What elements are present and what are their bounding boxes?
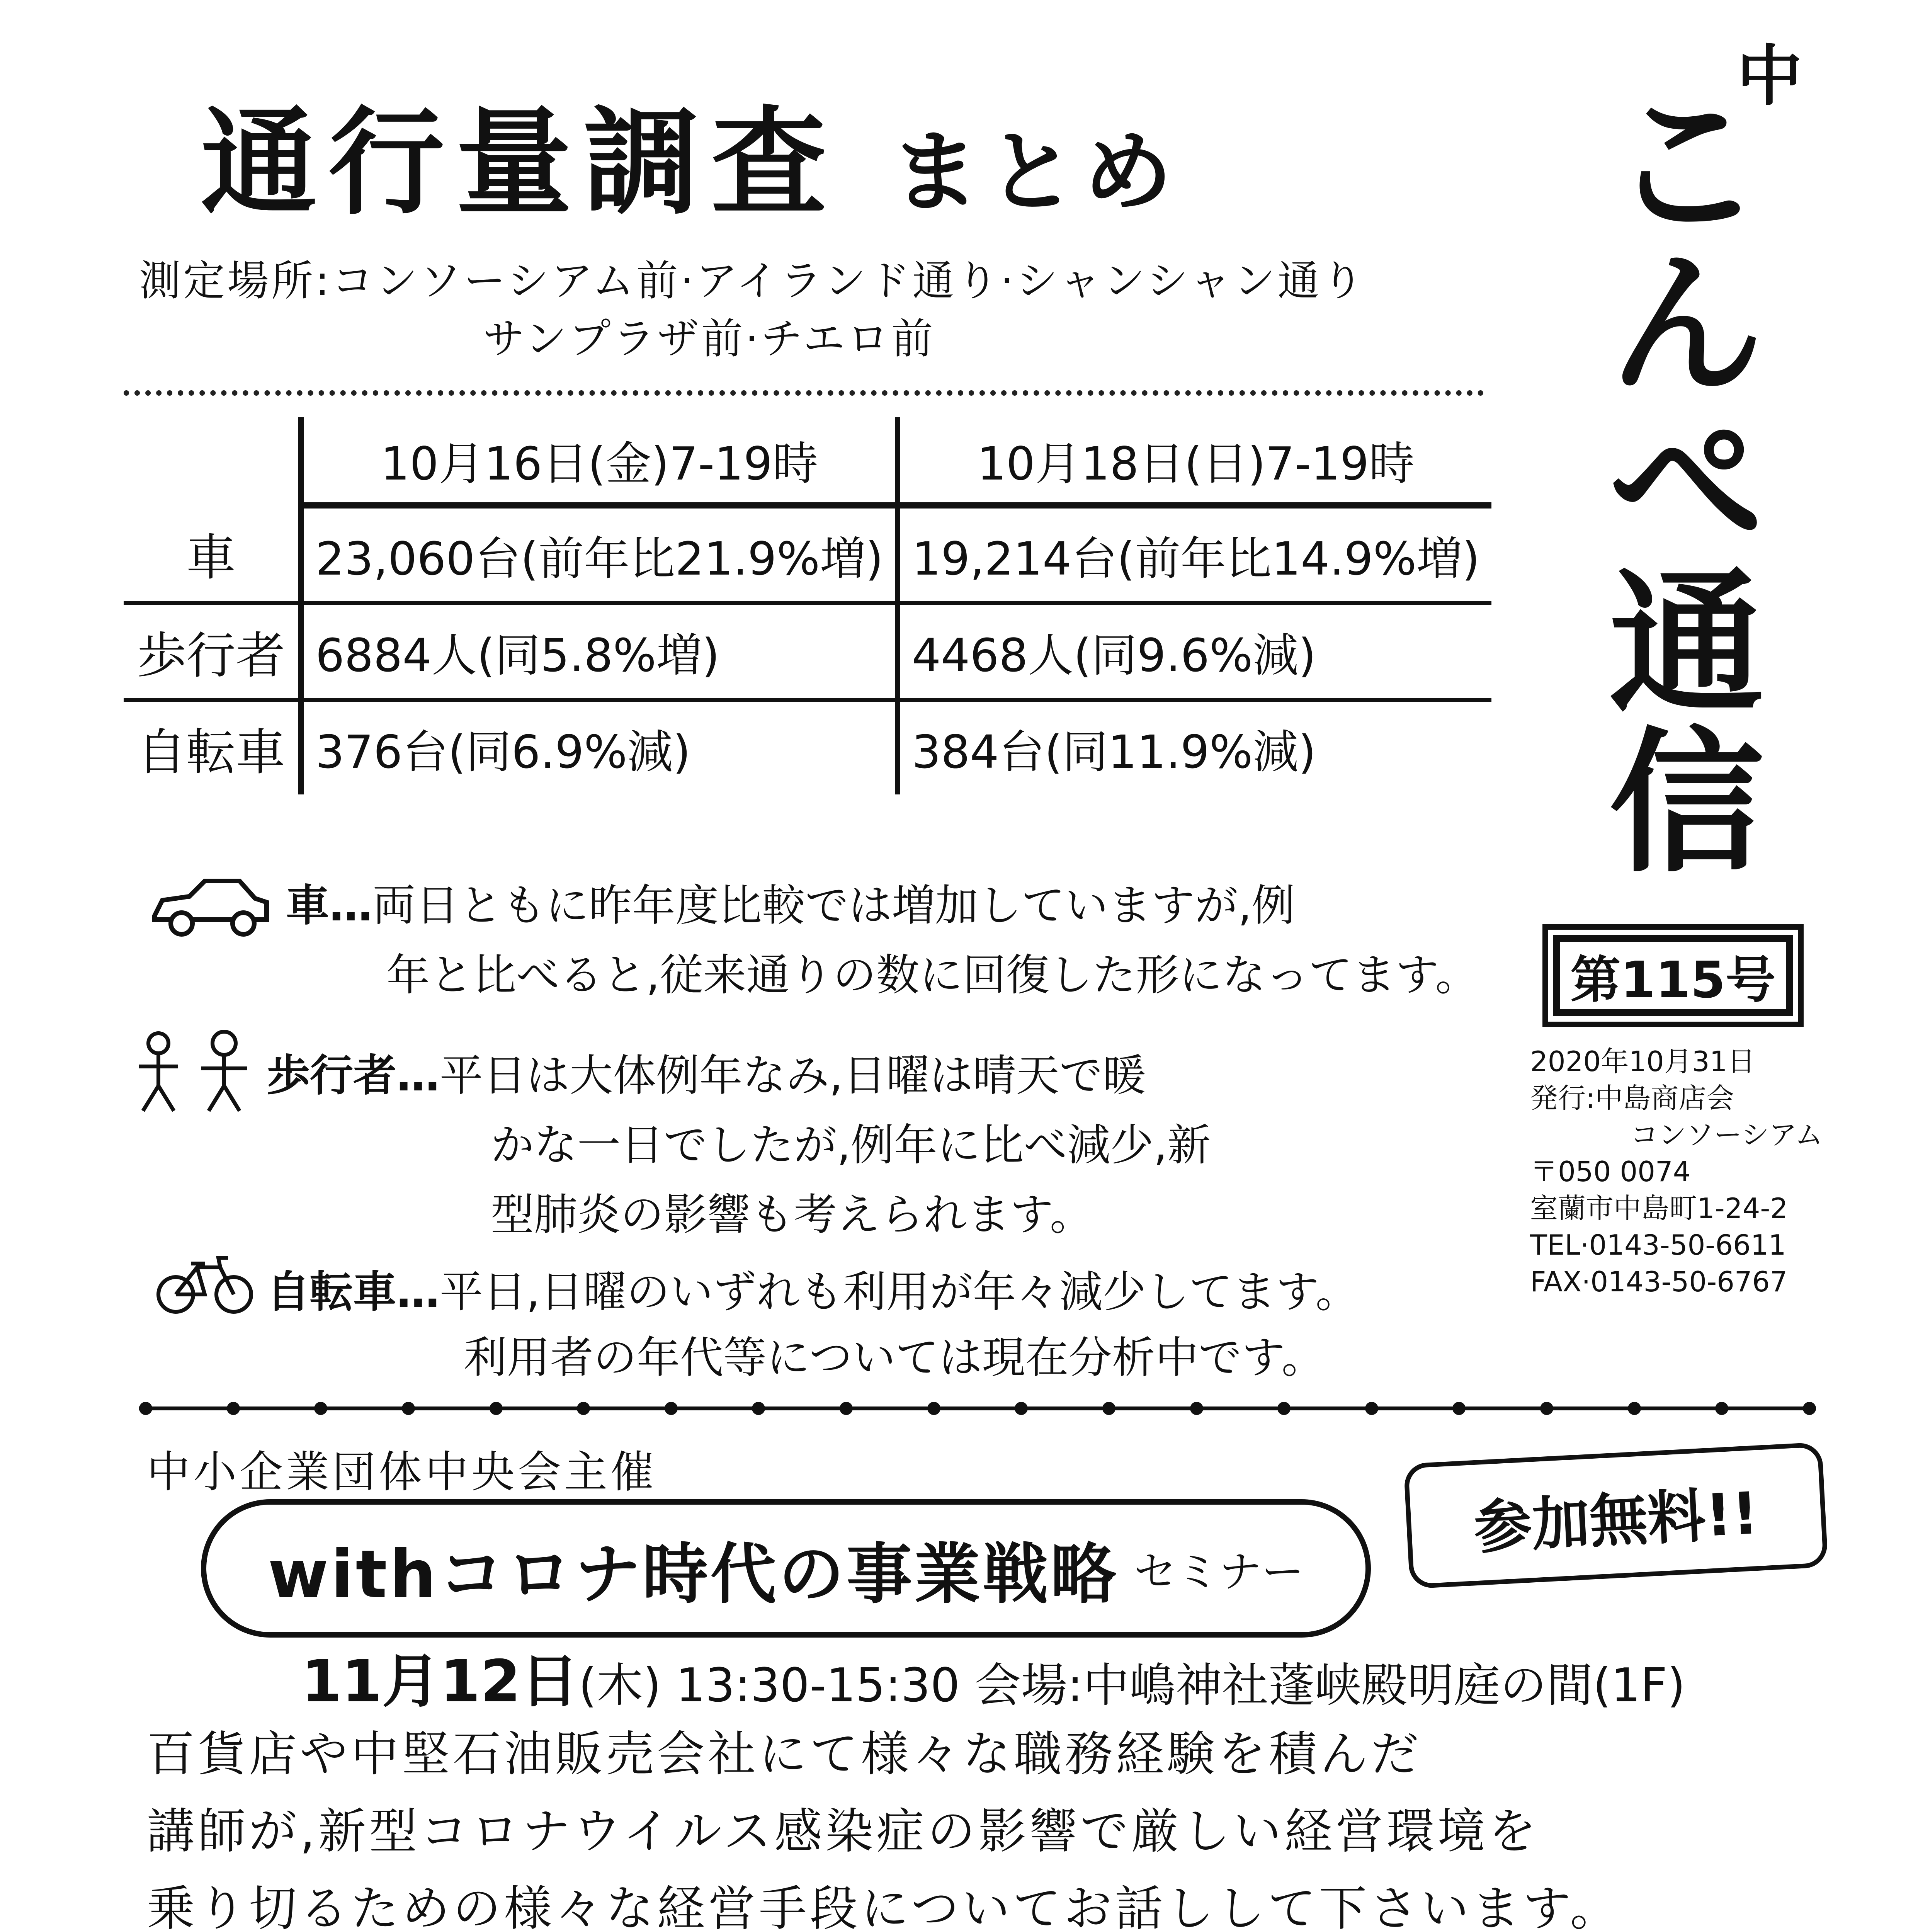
publisher: 発行:中島商店会 — [1530, 1082, 1734, 1115]
table-header-row — [124, 417, 1491, 505]
car-icon — [147, 873, 274, 943]
traffic-title-suffix: まとめ — [890, 121, 1180, 224]
publisher-sub: コンソーシアム — [1631, 1119, 1823, 1151]
table-row — [124, 700, 1491, 794]
row-label: 自転車 — [137, 724, 286, 781]
col-header: 10月16日(金)7-19時 — [301, 417, 898, 505]
publication-info — [1530, 1043, 1862, 1300]
beaded-divider — [139, 1406, 1816, 1410]
seminar-organizer: 中小企業団体中央会主催 — [147, 1447, 657, 1497]
note-bike-line-2: 利用者の年代等については現在分析中です。 — [464, 1333, 1325, 1383]
bicycle-icon — [155, 1252, 255, 1318]
seminar-body-line: 講師が,新型コロナウイルス感染症の影響で厳しい経営環境を — [147, 1804, 1539, 1859]
row-label: 歩行者 — [124, 603, 301, 700]
note-car-line-2: 年と比べると,従来通りの数に回復した形になってます。 — [386, 950, 1479, 1000]
seminar-body-line: 百貨店や中堅石油販売会社にて様々な職務経験を積んだ — [147, 1726, 1422, 1782]
pub-date: 2020年10月31日 — [1530, 1045, 1755, 1078]
postal-code: 〒050 0074 — [1530, 1155, 1691, 1188]
col-header: 10月18日(日)7-19時 — [898, 417, 1491, 505]
address: 室蘭市中島町1-24-2 — [1530, 1192, 1788, 1225]
fax: FAX·0143-50-6767 — [1530, 1265, 1788, 1298]
table-row — [124, 505, 1491, 603]
masthead-char: ん — [1609, 235, 1760, 415]
free-admission-badge: 参加無料!! — [1403, 1442, 1828, 1589]
masthead-char: 通 — [1609, 554, 1760, 734]
note-text: 平日,日曜のいずれも利用が年々減少してます。 — [440, 1267, 1359, 1317]
masthead-char: こ — [1609, 76, 1760, 256]
note-car-line-1 — [286, 873, 1295, 938]
note-walk-label: 歩行者… — [267, 1051, 440, 1101]
note-text: 両日ともに昨年度比較では増加していますが,例 — [372, 881, 1295, 931]
issue-badge: 第115号 — [1553, 935, 1793, 1016]
traffic-table — [124, 417, 1491, 794]
masthead-char: ぺ — [1609, 395, 1760, 575]
traffic-title-main: 通行量調査 — [201, 95, 838, 230]
note-walk-line-3: 型肺炎の影響も考えられます。 — [491, 1190, 1093, 1240]
tel: TEL·0143-50-6611 — [1530, 1229, 1786, 1262]
table-cell: 6884人(同5.8%増) — [301, 603, 898, 700]
seminar-date: 11月12日 — [301, 1648, 579, 1715]
table-cell: 4468人(同9.6%減) — [898, 603, 1491, 700]
table-cell: 384台(同11.9%減) — [898, 700, 1491, 794]
table-row — [124, 603, 1491, 700]
masthead-title — [1530, 76, 1839, 893]
note-car-label: 車… — [286, 881, 372, 931]
traffic-title — [201, 70, 1180, 236]
seminar-title-suffix: セミナー — [1134, 1547, 1304, 1597]
note-bike-line-1 — [267, 1260, 1359, 1325]
locations-line-2: サンプラザ前·チエロ前 — [483, 315, 935, 363]
seminar-datetime — [301, 1634, 1685, 1718]
note-walk-line-1 — [267, 1043, 1146, 1108]
note-bike-label: 自転車… — [267, 1267, 440, 1317]
seminar-body-line: 乗り切るための様々な経営手段についてお話しして下さいます。 — [147, 1881, 1621, 1932]
note-text: 平日は大体例年なみ,日曜は晴天で暖 — [440, 1051, 1146, 1101]
pedestrians-icon — [128, 1028, 259, 1117]
dotted-divider — [124, 390, 1484, 396]
masthead-small-label: 中 — [1736, 38, 1802, 115]
table-cell: 376台(同6.9%減) — [301, 700, 898, 794]
table-corner — [124, 417, 301, 505]
seminar-title-bubble — [201, 1499, 1371, 1638]
note-walk-line-2: かな一日でしたが,例年に比べ減少,新 — [491, 1120, 1211, 1170]
seminar-time-venue: (木) 13:30-15:30 会場:中嶋神社蓬峡殿明庭の間(1F) — [578, 1659, 1685, 1713]
locations-line-1: 測定場所:コンソーシアム前·アイランド通り·シャンシャン通り — [139, 257, 1366, 305]
row-label: 車 — [124, 505, 301, 603]
table-cell: 19,214台(前年比14.9%増) — [898, 505, 1491, 603]
masthead-char: 信 — [1609, 714, 1760, 893]
table-cell: 23,060台(前年比21.9%増) — [301, 505, 898, 603]
seminar-title: withコロナ時代の事業戦略 — [268, 1536, 1119, 1613]
